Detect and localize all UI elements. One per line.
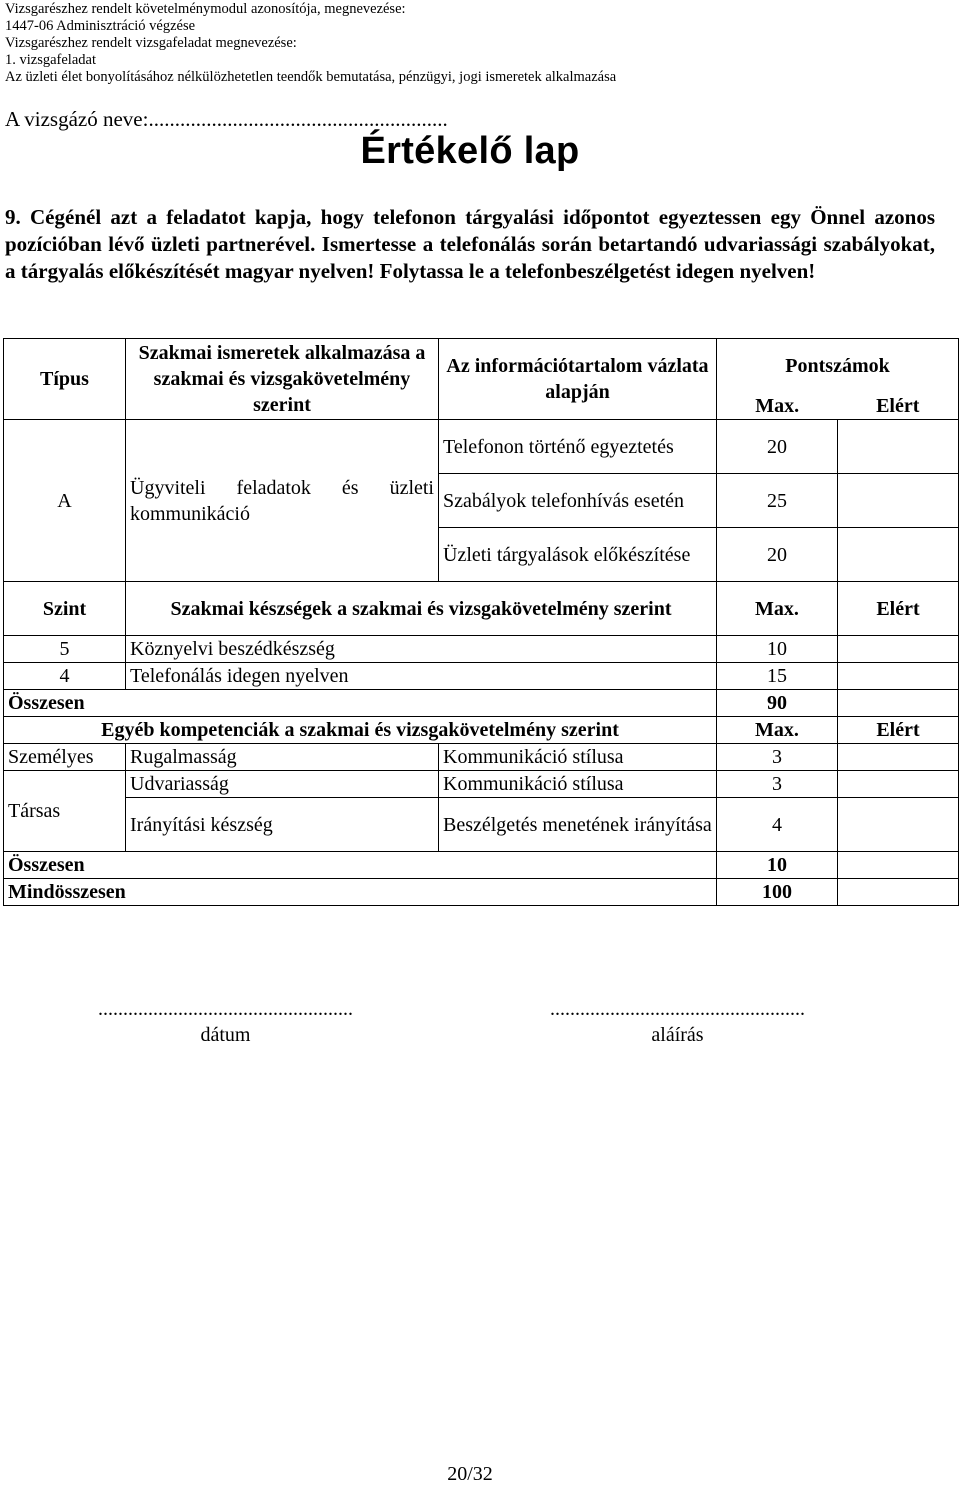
other-2-elert[interactable] bbox=[838, 771, 959, 798]
signature-block bbox=[540, 996, 815, 1048]
a-row-2-max: 25 bbox=[717, 474, 838, 528]
grand-total-label: Mindösszesen bbox=[4, 879, 717, 906]
other-3-elert[interactable] bbox=[838, 798, 959, 852]
skill-2-level: 4 bbox=[4, 663, 126, 690]
a-row-3-max: 20 bbox=[717, 528, 838, 582]
subtotal-1-value: 90 bbox=[717, 690, 838, 717]
subtotal-1-label: Összesen bbox=[4, 690, 717, 717]
other-elert-header: Elért bbox=[838, 717, 959, 744]
col-header-elert: Elért bbox=[838, 393, 959, 420]
a-row-1-info: Telefonon történő egyeztetés bbox=[439, 420, 717, 474]
other-1-desc: Kommunikáció stílusa bbox=[439, 744, 717, 771]
subtotal-2-elert[interactable] bbox=[838, 852, 959, 879]
page-title: Értékelő lap bbox=[360, 130, 580, 172]
a-row-2-info: Szabályok telefonhívás esetén bbox=[439, 474, 717, 528]
header-task-number: 1. vizsgafeladat bbox=[5, 52, 96, 68]
col-header-tipus: Típus bbox=[4, 339, 126, 420]
header-task-name: Az üzleti élet bonyolításához nélkülözhetetlen teendők bemutatása, pénzügyi, jogi ismeretek alkalmazása bbox=[5, 69, 617, 85]
other-2-name: Udvariasság bbox=[126, 771, 439, 798]
col-header-szakmai: Szakmai ismeretek alkalmazása a szakmai és vizsgakövetelmény szerint bbox=[126, 339, 439, 420]
skills-elert-header: Elért bbox=[838, 582, 959, 636]
type-a-cell: A bbox=[4, 420, 126, 582]
skill-2-name: Telefonálás idegen nyelven bbox=[126, 663, 717, 690]
a-row-3-elert[interactable] bbox=[838, 528, 959, 582]
grand-total-elert[interactable] bbox=[838, 879, 959, 906]
a-row-2-elert[interactable] bbox=[838, 474, 959, 528]
other-3-name: Irányítási készség bbox=[126, 798, 439, 852]
other-2-max: 3 bbox=[717, 771, 838, 798]
skill-2-max: 15 bbox=[717, 663, 838, 690]
col-header-info: Az információtartalom vázlata alapján bbox=[439, 339, 717, 420]
other-1-category: Személyes bbox=[4, 744, 126, 771]
type-a-description: Ügyviteli feladatok és üzleti kommunikáció bbox=[126, 420, 439, 582]
page-number: 20/32 bbox=[447, 1463, 493, 1485]
grand-total-value: 100 bbox=[717, 879, 838, 906]
other-3-max: 4 bbox=[717, 798, 838, 852]
header-module-label: Vizsgarészhez rendelt követelménymodul azonosítója, megnevezése: bbox=[5, 1, 406, 17]
other-1-elert[interactable] bbox=[838, 744, 959, 771]
other-max-header: Max. bbox=[717, 717, 838, 744]
other-2-category: Társas bbox=[4, 771, 126, 852]
subtotal-2-label: Összesen bbox=[4, 852, 717, 879]
task-description: 9. Cégénél azt a feladatot kapja, hogy telefonon tárgyalási időpontot egyeztessen egy Önnel azonos pozícióban lévő üzleti partnerével. Ismertesse a telefonálás során betartandó udvariassági szabályokat, a tárgyalás előkészítését magyar nyelven! Folytassa le a telefonbeszélgetést idegen nyelven! bbox=[5, 205, 935, 283]
skill-1-elert[interactable] bbox=[838, 636, 959, 663]
skills-header: Szakmai készségek a szakmai és vizsgakövetelmény szerint bbox=[126, 582, 717, 636]
skill-1-name: Köznyelvi beszédkészség bbox=[126, 636, 717, 663]
skills-max-header: Max. bbox=[717, 582, 838, 636]
skill-1-level: 5 bbox=[4, 636, 126, 663]
date-label: dátum bbox=[200, 1024, 251, 1046]
other-1-max: 3 bbox=[717, 744, 838, 771]
col-header-max: Max. bbox=[717, 393, 838, 420]
date-signature-block bbox=[88, 996, 363, 1048]
signature-label: aláírás bbox=[651, 1024, 704, 1046]
signature-line: ................................................... bbox=[550, 998, 805, 1020]
other-2-desc: Kommunikáció stílusa bbox=[439, 771, 717, 798]
subtotal-2-value: 10 bbox=[717, 852, 838, 879]
other-competencies-header: Egyéb kompetenciák a szakmai és vizsgakövetelmény szerint bbox=[4, 717, 717, 744]
szint-header: Szint bbox=[4, 582, 126, 636]
skill-1-max: 10 bbox=[717, 636, 838, 663]
subtotal-1-elert[interactable] bbox=[838, 690, 959, 717]
a-row-1-elert[interactable] bbox=[838, 420, 959, 474]
date-line: ................................................... bbox=[98, 998, 353, 1020]
a-row-3-info: Üzleti tárgyalások előkészítése bbox=[439, 528, 717, 582]
a-row-1-max: 20 bbox=[717, 420, 838, 474]
evaluation-table bbox=[3, 338, 959, 906]
header-task-label: Vizsgarészhez rendelt vizsgafeladat megnevezése: bbox=[5, 35, 297, 51]
skill-2-elert[interactable] bbox=[838, 663, 959, 690]
header-module-name: 1447-06 Adminisztráció végzése bbox=[5, 18, 196, 34]
other-3-desc: Beszélgetés menetének irányítása bbox=[439, 798, 717, 852]
candidate-name-field: A vizsgázó neve:......................................................... bbox=[5, 107, 448, 131]
other-1-name: Rugalmasság bbox=[126, 744, 439, 771]
col-header-pontszamok: Pontszámok bbox=[717, 339, 959, 393]
